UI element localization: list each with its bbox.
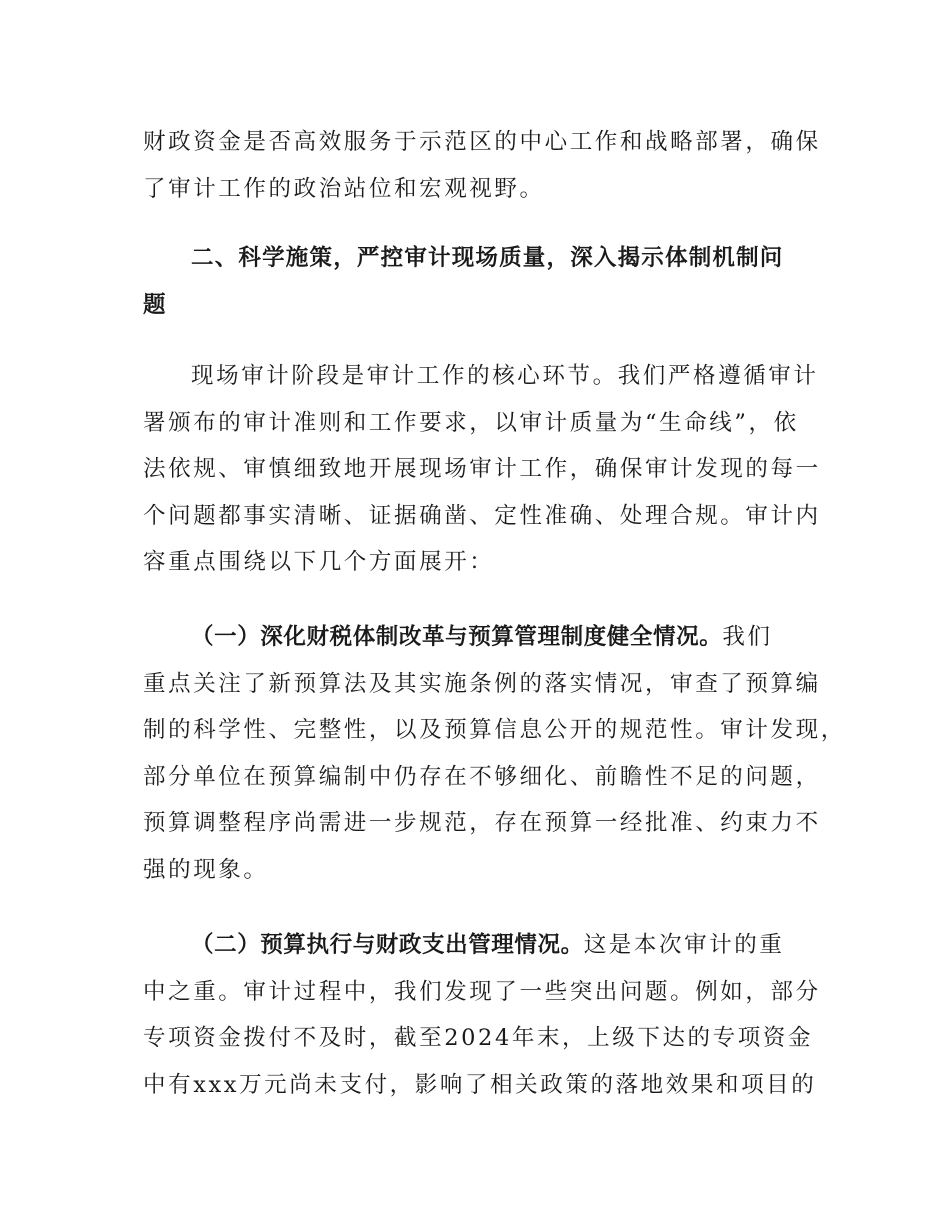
text-fragment: 我们 bbox=[722, 624, 773, 650]
text-line bbox=[143, 922, 825, 969]
subheading-budget-reform: （一）深化财税体制改革与预算管理制度健全情况。 bbox=[191, 624, 723, 650]
text-line: 署颁布的审计准则和工作要求，以审计质量为“生命线”，依 bbox=[143, 409, 799, 436]
subheading-budget-execution: （二）预算执行与财政支出管理情况。 bbox=[191, 932, 584, 958]
text-line: 部分单位在预算编制中仍存在不够细化、前瞻性不足的问题， bbox=[143, 763, 821, 790]
section-heading bbox=[143, 235, 825, 328]
text-line: 专项资金拨付不及时，截至2024年末，上级下达的专项资金 bbox=[143, 1025, 814, 1051]
text-line: 个问题都事实清晰、证据确凿、定性准确、处理合规。审计内 bbox=[143, 502, 821, 529]
text-line: 财政资金是否高效服务于示范区的中心工作和战略部署，确保 bbox=[143, 129, 821, 155]
text-line: 中有xxx万元尚未支付，影响了相关政策的落地效果和项目的 bbox=[143, 1071, 817, 1098]
text-line: 容重点围绕以下几个方面展开： bbox=[143, 549, 495, 575]
text-line bbox=[143, 614, 825, 661]
heading-line: 题 bbox=[143, 291, 167, 318]
text-line: 制的科学性、完整性，以及预算信息公开的规范性。审计发现， bbox=[143, 717, 846, 743]
text-line: 强的现象。 bbox=[143, 856, 269, 883]
paragraph-budget-reform bbox=[143, 614, 846, 893]
heading-line: 二、科学施策，严控审计现场质量，深入揭示体制机制问 bbox=[191, 245, 784, 271]
paragraph-budget-execution bbox=[143, 922, 825, 1108]
paragraph-continuation bbox=[143, 119, 825, 212]
text-fragment: 这是本次审计的重 bbox=[583, 932, 785, 958]
text-line: 了审计工作的政治站位和宏观视野。 bbox=[143, 175, 545, 202]
text-line: 重点关注了新预算法及其实施条例的落实情况，审查了预算编 bbox=[143, 670, 821, 697]
text-line: 现场审计阶段是审计工作的核心环节。我们严格遵循审计 bbox=[191, 363, 819, 389]
paragraph-onsite-audit bbox=[143, 353, 825, 586]
text-line: 中之重。审计过程中，我们发现了一些突出问题。例如，部分 bbox=[143, 978, 821, 1005]
text-line: 预算调整程序尚需进一步规范，存在预算一经批准、约束力不 bbox=[143, 810, 821, 836]
text-line: 法依规、审慎细致地开展现场审计工作，确保审计发现的每一 bbox=[143, 456, 821, 482]
